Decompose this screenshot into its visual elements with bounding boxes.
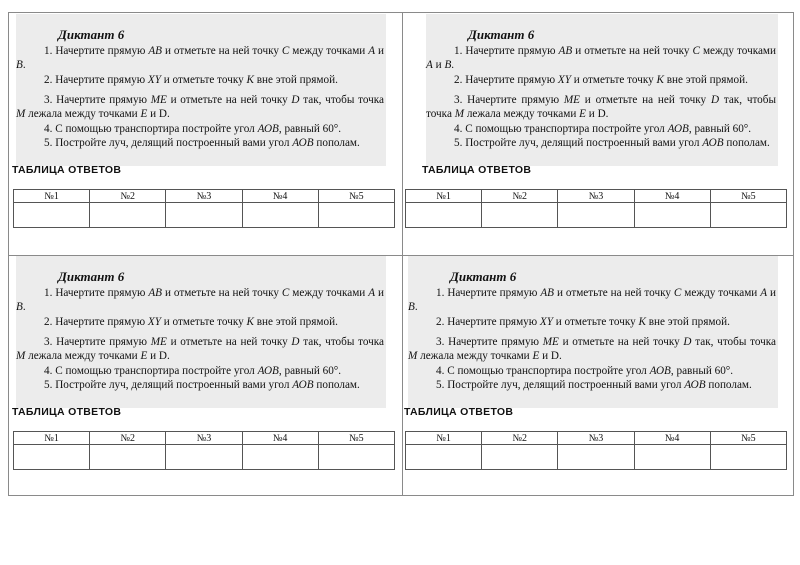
answer-column-header: №5 (710, 432, 786, 445)
task-item: 4. С помощью транспортира постройте угол АОВ, равный 60°. (454, 123, 752, 135)
task-item: 2. Начертите прямую XY и отметьте точку К вне этой прямой. (436, 316, 730, 328)
answer-column-header: №4 (634, 432, 710, 445)
answer-column-header: №3 (166, 190, 242, 203)
answer-column-header: №3 (558, 432, 634, 445)
answer-cell[interactable] (90, 445, 166, 470)
answers-table-title: ТАБЛИЦА ОТВЕТОВ (12, 406, 122, 418)
answer-cell[interactable] (166, 445, 242, 470)
answers-table (13, 189, 395, 228)
task-item: 4. С помощью транспортира постройте угол АОВ, равный 60°. (436, 365, 734, 377)
answer-cell[interactable] (558, 445, 634, 470)
answer-cell[interactable] (242, 203, 318, 228)
answer-column-header: №1 (14, 190, 90, 203)
answer-cell[interactable] (242, 445, 318, 470)
task-item: 5. Постройте луч, делящий построенный вами угол АОВ пополам. (44, 379, 360, 391)
task-item: 5. Постройте луч, делящий построенный вами угол АОВ пополам. (436, 379, 752, 391)
answer-cell[interactable] (482, 445, 558, 470)
dictation-card (12, 256, 395, 492)
answer-cell[interactable] (166, 203, 242, 228)
answer-column-header: №3 (166, 432, 242, 445)
task-item: 1. Начертите прямую АВ и отметьте на ней точку С между точками А и В. (408, 287, 776, 314)
answer-cell[interactable] (14, 203, 90, 228)
answers-table (405, 431, 787, 470)
task-item: 2. Начертите прямую XY и отметьте точку К вне этой прямой. (44, 74, 338, 86)
answers-table (405, 189, 787, 228)
answer-cell[interactable] (90, 203, 166, 228)
task-item: 2. Начертите прямую XY и отметьте точку К вне этой прямой. (454, 74, 748, 86)
answer-column-header: №3 (558, 190, 634, 203)
answer-column-header: №5 (710, 190, 786, 203)
dictation-card (404, 256, 787, 492)
task-item: 4. С помощью транспортира постройте угол АОВ, равный 60°. (44, 365, 342, 377)
answer-column-header: №4 (634, 190, 710, 203)
dictation-card (12, 14, 395, 250)
task-item: 1. Начертите прямую АВ и отметьте на ней точку С между точками А и В. (426, 45, 776, 72)
answer-cell[interactable] (14, 445, 90, 470)
answer-column-header: №1 (406, 190, 482, 203)
task-item: 3. Начертите прямую МЕ и отметьте на ней точку D так, чтобы точка М лежала между точками Е и D. (426, 94, 776, 121)
task-item: 3. Начертите прямую МЕ и отметьте на ней точку D так, чтобы точка М лежала между точками Е и D. (16, 336, 384, 363)
answer-column-header: №4 (242, 190, 318, 203)
answer-cell[interactable] (634, 445, 710, 470)
answer-column-header: №2 (90, 190, 166, 203)
task-item: 3. Начертите прямую МЕ и отметьте на ней точку D так, чтобы точка М лежала между точками Е и D. (16, 94, 384, 121)
dictation-title: Диктант 6 (58, 27, 125, 42)
dictation-title: Диктант 6 (450, 269, 517, 284)
answer-cell[interactable] (634, 203, 710, 228)
answer-column-header: №2 (90, 432, 166, 445)
task-item: 3. Начертите прямую МЕ и отметьте на ней точку D так, чтобы точка М лежала между точками Е и D. (408, 336, 776, 363)
answer-column-header: №1 (14, 432, 90, 445)
answer-cell[interactable] (406, 445, 482, 470)
task-item: 4. С помощью транспортира постройте угол АОВ, равный 60°. (44, 123, 342, 135)
answer-cell[interactable] (406, 203, 482, 228)
dictation-title: Диктант 6 (468, 27, 535, 42)
task-item: 5. Постройте луч, делящий построенный вами угол АОВ пополам. (454, 137, 770, 149)
answer-column-header: №5 (318, 190, 394, 203)
answer-column-header: №1 (406, 432, 482, 445)
task-item: 5. Постройте луч, делящий построенный вами угол АОВ пополам. (44, 137, 360, 149)
answer-cell[interactable] (710, 445, 786, 470)
answer-column-header: №2 (482, 190, 558, 203)
answer-cell[interactable] (558, 203, 634, 228)
dictation-title: Диктант 6 (58, 269, 125, 284)
answer-column-header: №5 (318, 432, 394, 445)
answer-column-header: №4 (242, 432, 318, 445)
task-item: 2. Начертите прямую XY и отметьте точку К вне этой прямой. (44, 316, 338, 328)
answers-table-title: ТАБЛИЦА ОТВЕТОВ (404, 406, 514, 418)
answer-cell[interactable] (482, 203, 558, 228)
answer-cell[interactable] (710, 203, 786, 228)
answers-table-title: ТАБЛИЦА ОТВЕТОВ (12, 164, 122, 176)
task-item: 1. Начертите прямую АВ и отметьте на ней точку С между точками А и В. (16, 287, 384, 314)
answers-table (13, 431, 395, 470)
answers-table-title: ТАБЛИЦА ОТВЕТОВ (422, 164, 532, 176)
answer-column-header: №2 (482, 432, 558, 445)
answer-cell[interactable] (318, 203, 394, 228)
dictation-card (404, 14, 787, 250)
vertical-cut-line (402, 13, 403, 495)
task-item: 1. Начертите прямую АВ и отметьте на ней точку С между точками А и В. (16, 45, 384, 72)
answer-cell[interactable] (318, 445, 394, 470)
